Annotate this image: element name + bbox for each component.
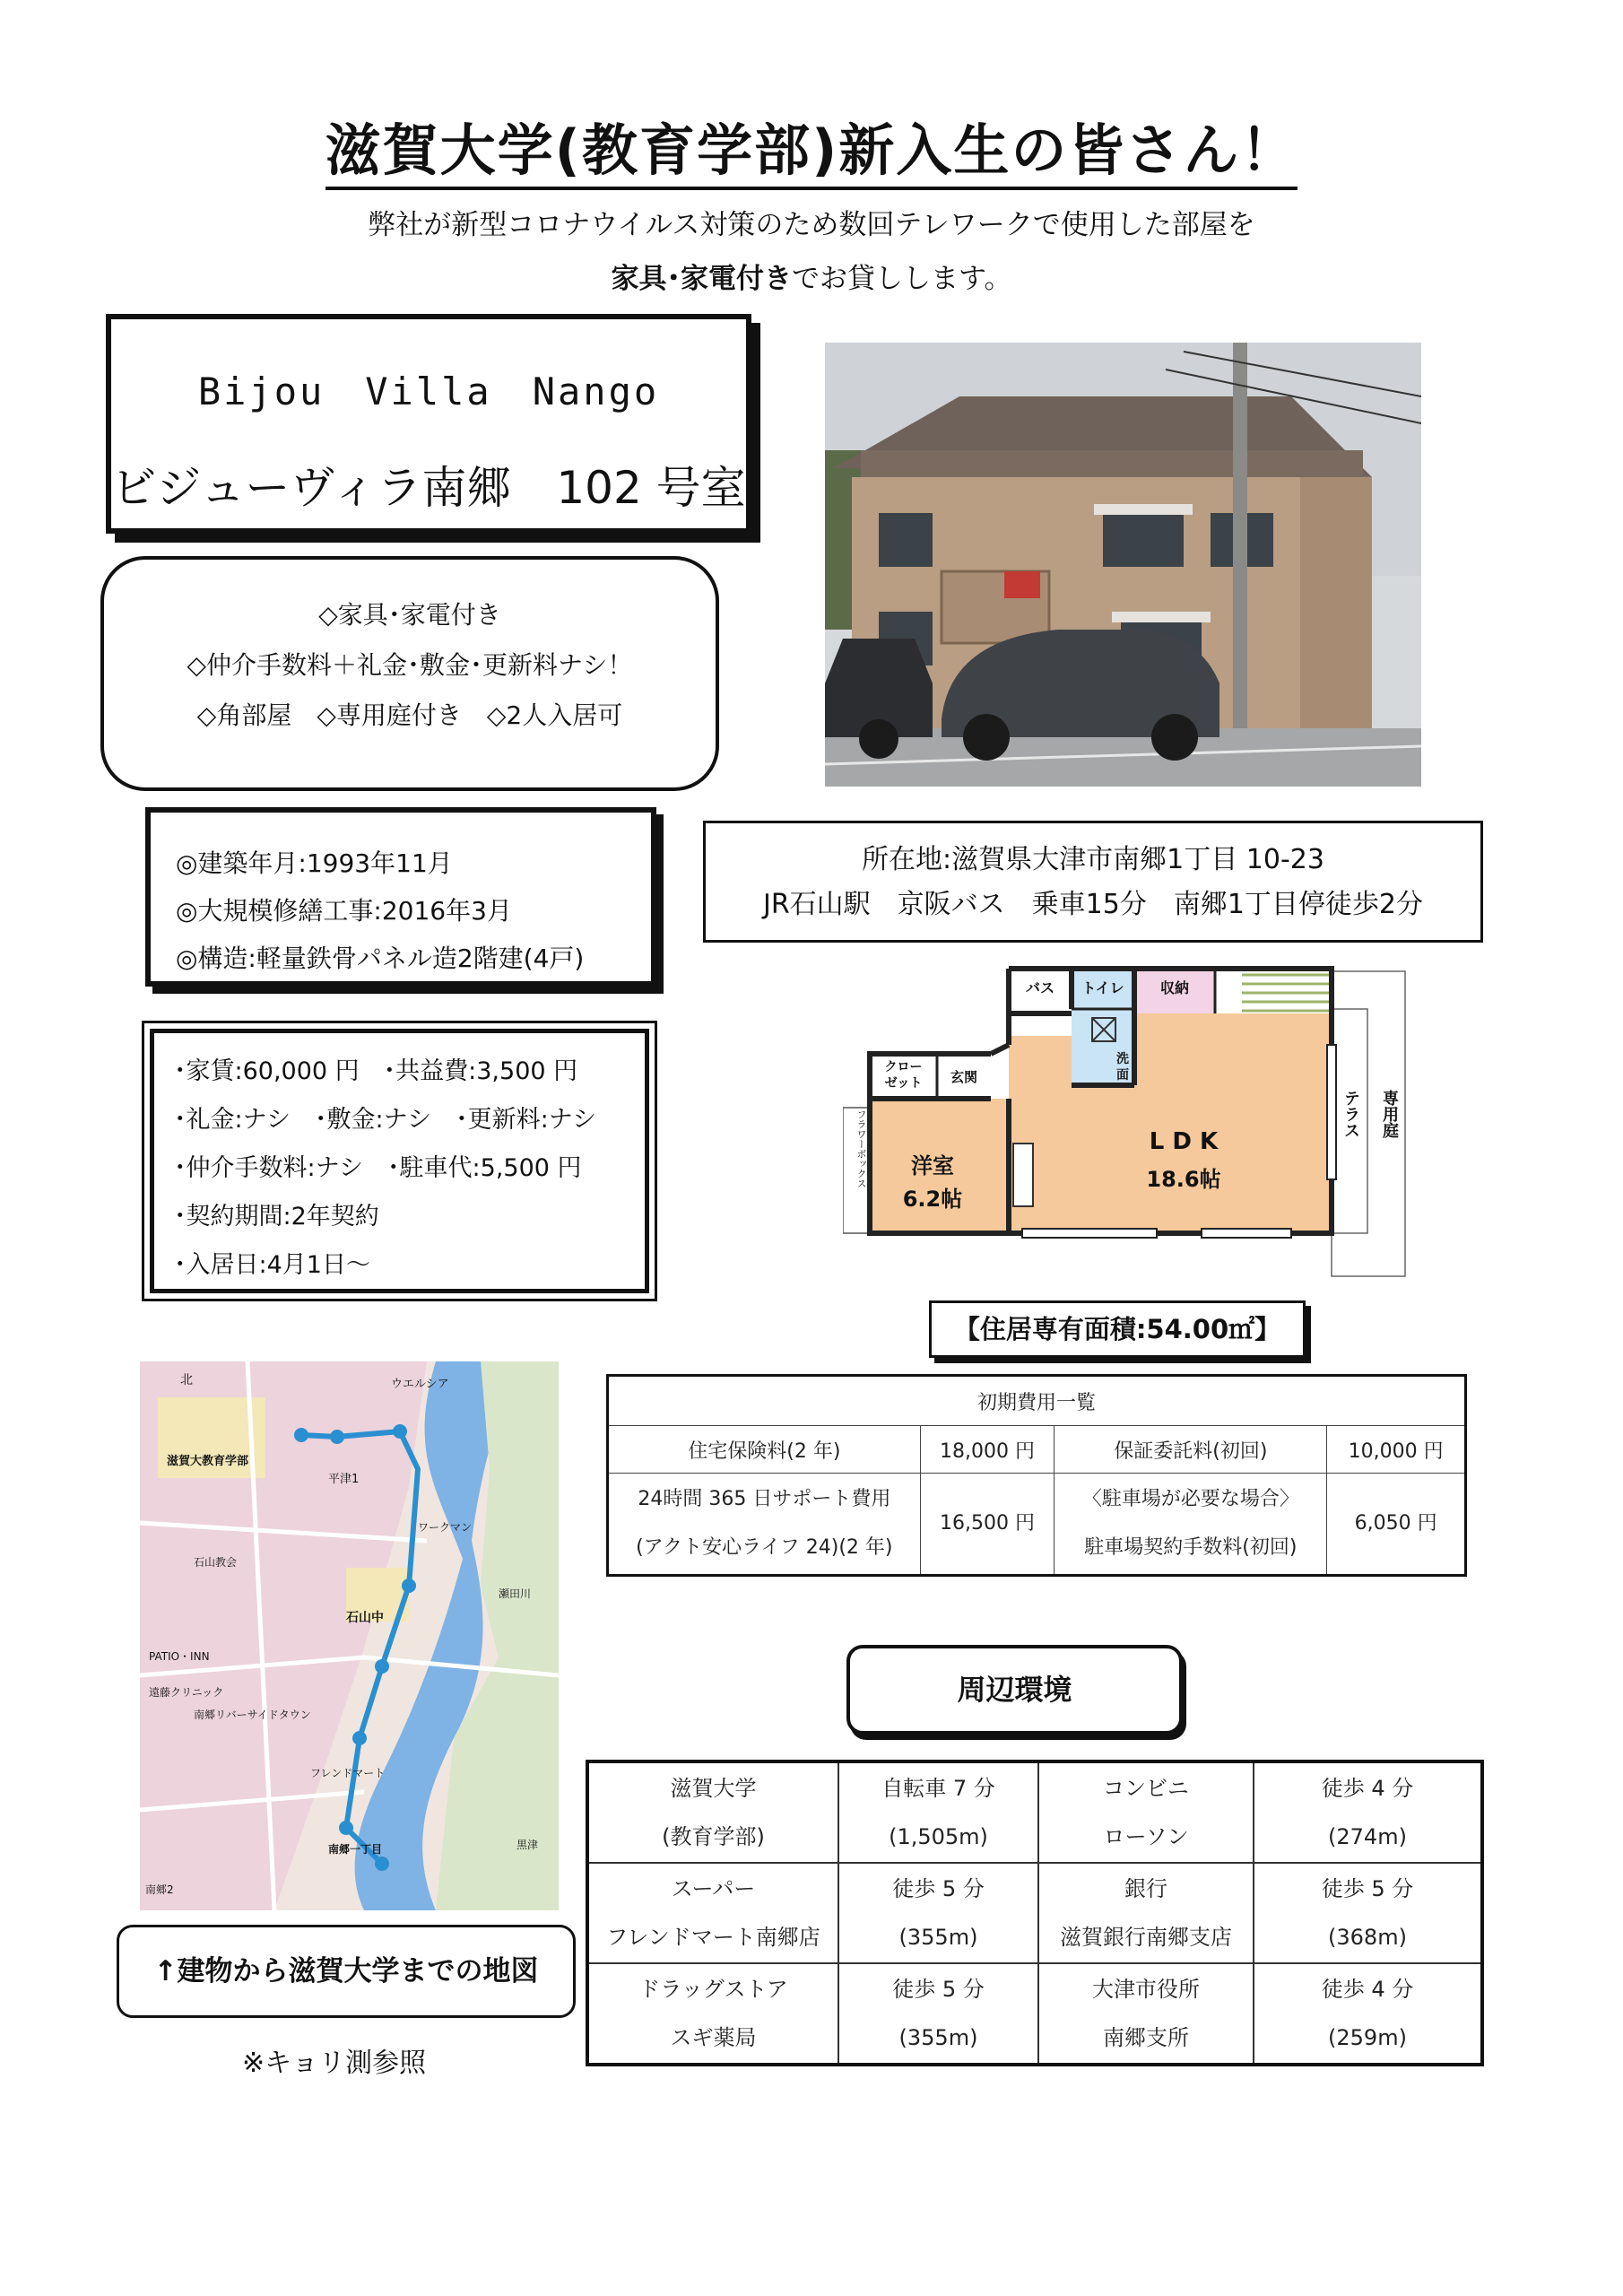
- intro-line-1: 弊社が新型コロナウイルス対策のため数回テレワークで使用した部屋を: [368, 209, 1255, 241]
- area-map: [140, 1361, 559, 1910]
- cell-line: 徒歩 5 分: [892, 1876, 985, 1901]
- map-label-university: 滋賀大教育学部: [167, 1455, 249, 1468]
- access-line: JR石山駅 京阪バス 乗車15分 南郷1丁目停徒歩2分: [762, 889, 1424, 920]
- plan-label-closet: [870, 1059, 937, 1091]
- support-label-1: 24時間 365 日サポート費用: [638, 1488, 891, 1510]
- cell-line: (教育学部): [662, 1824, 765, 1849]
- table-cell: 18,000 円: [920, 1426, 1055, 1474]
- map-label-seta-river: 瀬田川: [499, 1587, 532, 1600]
- building-photo-illustration: [825, 343, 1421, 787]
- table-row: [587, 1761, 1482, 1863]
- table-cell: [1254, 1863, 1482, 1963]
- cell-line: (368m): [1328, 1925, 1407, 1950]
- table-row: [587, 1963, 1482, 2065]
- costs-header: 初期費用一覧: [608, 1376, 1466, 1426]
- map-label-riverside: 南郷リバーサイドタウン: [194, 1709, 311, 1721]
- cell-line: 滋賀大学: [670, 1776, 757, 1801]
- table-cell: [587, 1863, 838, 1963]
- cell-line: 大津市役所: [1092, 1977, 1200, 2002]
- map-label-church: 石山教会: [194, 1556, 238, 1569]
- plan-label-western: 洋室: [911, 1153, 954, 1178]
- cell-line: (1,505m): [889, 1824, 988, 1849]
- property-name-box: [106, 314, 751, 534]
- table-row: [587, 1863, 1482, 1963]
- map-label-friendmart: フレンドマート: [310, 1767, 386, 1779]
- table-cell: 保証委託料(初回): [1055, 1426, 1327, 1474]
- page-title: [0, 106, 1623, 186]
- rent-info-item: ･契約期間:2年契約: [174, 1203, 379, 1231]
- table-cell: [1254, 1761, 1482, 1863]
- plan-label-flowerbox: フラワーボックス: [855, 1109, 867, 1188]
- table-cell: [608, 1474, 921, 1576]
- cell-line: 徒歩 5 分: [892, 1977, 985, 2002]
- plan-label-washroom-2: 面: [1116, 1068, 1129, 1083]
- parking-label-2: 駐車場契約手数料(初回): [1084, 1536, 1298, 1559]
- table-cell: 10,000 円: [1327, 1426, 1466, 1474]
- page-title-text: 滋賀大学(教育学部)新入生の皆さん！: [325, 117, 1298, 190]
- map-note: ※キョリ測参照: [242, 2048, 427, 2079]
- floor-plan: [843, 964, 1417, 1283]
- address-box: [703, 821, 1483, 943]
- rent-info-box: [142, 1021, 657, 1301]
- cell-line: コンビニ: [1103, 1776, 1189, 1801]
- table-row: [608, 1426, 1466, 1474]
- cell-line: フレンドマート南郷店: [606, 1925, 820, 1950]
- cell-line: 自転車 7 分: [881, 1776, 995, 1801]
- table-row: [608, 1474, 1466, 1576]
- map-label-nango2: 南郷2: [145, 1883, 174, 1896]
- cell-line: スーパー: [671, 1876, 756, 1901]
- rent-info-item: ･礼金:ナシ ･敷金:ナシ ･更新料:ナシ: [174, 1106, 597, 1134]
- cell-line: スギ薬局: [670, 2025, 757, 2050]
- table-cell: 16,500 円: [920, 1474, 1055, 1576]
- plan-label-ldk: L D K: [1149, 1128, 1219, 1155]
- plan-label-western-size: 6.2帖: [902, 1187, 963, 1212]
- plan-label-bath: バス: [1025, 979, 1055, 996]
- plan-label-terrace: テラス: [1341, 1090, 1360, 1138]
- map-label-kurotsu: 黒津: [516, 1839, 539, 1851]
- intro-rest: でお貸しします。: [791, 263, 1012, 295]
- area-map-drawing: [140, 1361, 559, 1910]
- cell-line: 滋賀銀行南郷支店: [1060, 1925, 1232, 1950]
- feature-item: ◇家具･家電付き: [318, 600, 501, 630]
- table-cell: [1055, 1474, 1327, 1576]
- plan-label-toilet: トイレ: [1081, 979, 1124, 996]
- table-cell: [1038, 1761, 1254, 1863]
- surroundings-title: 周辺環境: [846, 1645, 1183, 1735]
- feature-item: ◇角部屋 ◇専用庭付き ◇2人入居可: [196, 700, 623, 730]
- cell-line: ローソン: [1103, 1824, 1189, 1849]
- table-cell: [1038, 1863, 1254, 1963]
- features-box: [100, 556, 719, 791]
- cell-line: 南郷支所: [1103, 2025, 1189, 2050]
- building-info-item: ◎構造:軽量鉄骨パネル造2階建(4戸): [176, 944, 585, 973]
- map-label-ishiyama-jhs: 石山中: [346, 1611, 384, 1625]
- floor-area-label: 【住居専有面積:54.00㎡】: [929, 1300, 1306, 1358]
- building-photo: [825, 343, 1421, 787]
- plan-label-ldk-size: 18.6帖: [1146, 1167, 1221, 1192]
- map-label-north: 北: [180, 1373, 193, 1387]
- map-label-patio: PATIO・INN: [149, 1650, 210, 1663]
- property-name-en: Bijou Villa Nango: [197, 370, 660, 413]
- cell-line: 銀行: [1124, 1876, 1167, 1901]
- table-cell: [1254, 1963, 1482, 2065]
- table-cell: [838, 1963, 1038, 2065]
- map-label-workman: ワークマン: [418, 1521, 473, 1534]
- plan-label-entrance: 玄関: [950, 1069, 977, 1085]
- intro-line-2: [0, 256, 1623, 296]
- cell-line: 徒歩 4 分: [1321, 1776, 1414, 1801]
- cell-line: (355m): [898, 2025, 978, 2050]
- rent-info-item: ･仲介手数料:ナシ ･駐車代:5,500 円: [174, 1154, 582, 1182]
- rent-info-item: ･家賃:60,000 円 ･共益費:3,500 円: [174, 1057, 578, 1085]
- table-cell: [587, 1761, 838, 1863]
- parking-label-1: 〈駐車場が必要な場合〉: [1081, 1488, 1299, 1510]
- table-cell: [1038, 1963, 1254, 2065]
- cell-line: (355m): [898, 1925, 978, 1950]
- plan-label-storage: 収納: [1159, 979, 1189, 996]
- table-cell: [838, 1863, 1038, 1963]
- support-label-2: (アクト安心ライフ 24)(2 年): [636, 1536, 893, 1559]
- map-label-clinic: 遠藤クリニック: [149, 1686, 224, 1699]
- table-cell: [838, 1761, 1038, 1863]
- cell-line: (259m): [1328, 2025, 1407, 2050]
- table-cell: [587, 1963, 838, 2065]
- building-info-item: ◎建築年月:1993年11月: [176, 848, 453, 878]
- map-label-heitsu: 平津1: [328, 1473, 360, 1486]
- address-line: 所在地:滋賀県大津市南郷1丁目 10-23: [862, 844, 1324, 875]
- building-info-box: [145, 807, 656, 987]
- plan-label-closet-1: クロー: [884, 1060, 923, 1074]
- feature-item: ◇仲介手数料＋礼金･敷金･更新料ナシ！: [187, 650, 633, 680]
- plan-label-washroom-1: 洗: [1116, 1052, 1129, 1066]
- plan-label-washroom: [1116, 1051, 1129, 1083]
- map-label-welcia: ウエルシア: [391, 1378, 449, 1391]
- floor-plan-drawing: [843, 964, 1417, 1283]
- map-caption: ↑建物から滋賀大学までの地図: [117, 1925, 576, 2018]
- plan-label-closet-2: ゼット: [884, 1076, 923, 1091]
- building-info-item: ◎大規模修繕工事:2016年3月: [176, 896, 512, 926]
- plan-label-garden: 専用庭: [1380, 1090, 1399, 1138]
- table-cell: 住宅保険料(2 年): [608, 1426, 921, 1474]
- cell-line: 徒歩 4 分: [1321, 1977, 1414, 2002]
- initial-costs-table: [606, 1374, 1467, 1577]
- cell-line: (274m): [1328, 1824, 1407, 1849]
- cell-line: ドラッグストア: [638, 1977, 788, 2002]
- intro-bold: 家具･家電付き: [611, 263, 792, 295]
- map-label-nango1: 南郷一丁目: [328, 1843, 383, 1856]
- cell-line: 徒歩 5 分: [1321, 1876, 1414, 1901]
- rent-info-item: ･入居日:4月1日～: [174, 1251, 370, 1279]
- surroundings-table: [586, 1760, 1484, 2066]
- table-cell: 6,050 円: [1327, 1474, 1466, 1576]
- property-name-jp: ビジューヴィラ南郷 102 号室: [111, 462, 746, 514]
